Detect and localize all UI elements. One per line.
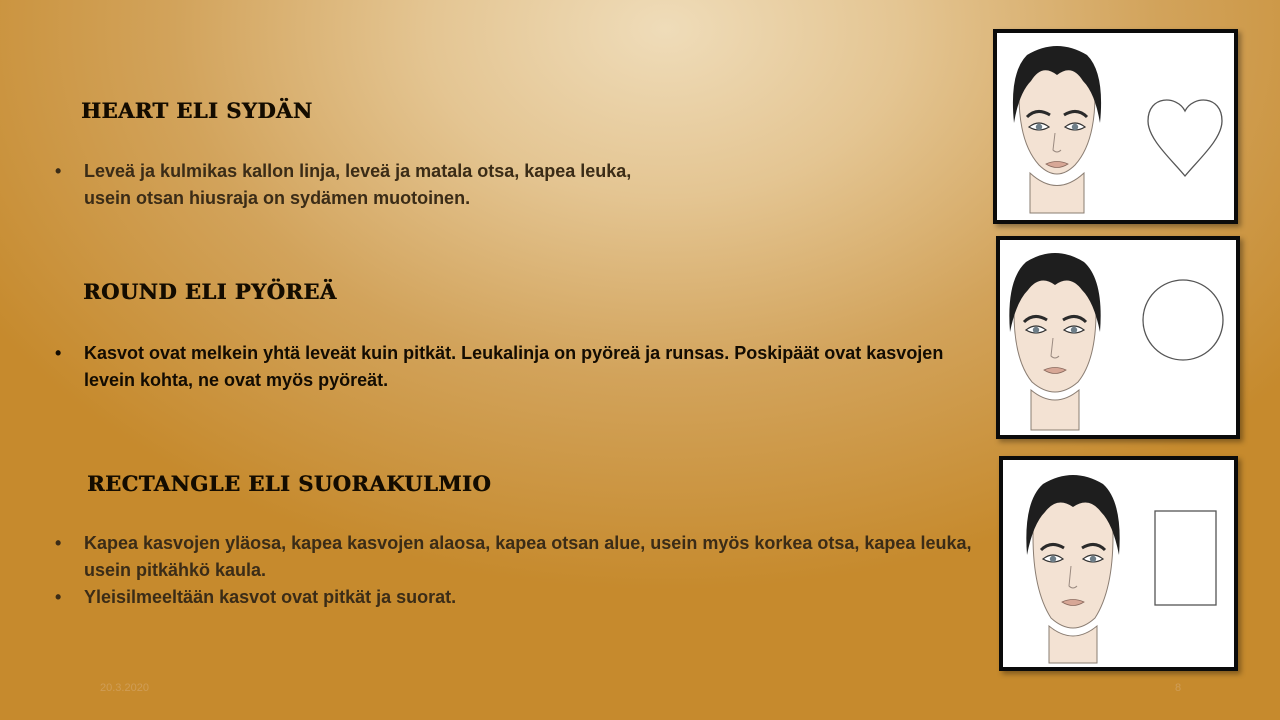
rectangle-bullet-list (55, 530, 1015, 611)
heading-rectangle: RECTANGLE ELI SUORAKULMIO (87, 471, 492, 496)
rectangle-face-card (999, 456, 1238, 671)
heart-icon (1148, 100, 1222, 176)
heart-face-card (993, 29, 1238, 224)
circle-icon (1143, 280, 1223, 360)
heading-round: ROUND ELI PYÖREÄ (83, 279, 337, 304)
heart-bullet-list (55, 158, 635, 212)
heading-heart: HEART ELI SYDÄN (81, 98, 313, 123)
bullet-item: • Kasvot ovat melkein yhtä leveät kuin pitkät. Leukalinja on pyöreä ja runsas. Poskipäät ovat kasvojen levein kohta, ne ovat myös pyöreät. (55, 340, 955, 394)
round-bullet-list (55, 340, 955, 394)
face-illustration (997, 33, 1234, 220)
bullet-item: • Kapea kasvojen yläosa, kapea kasvojen alaosa, kapea otsan alue, usein myös korkea otsa, kapea leuka, usein pitkähkö kaula. (55, 530, 1015, 584)
round-face-card (996, 236, 1240, 439)
slide-number: 8 (1175, 682, 1182, 694)
bullet-item: • Leveä ja kulmikas kallon linja, leveä ja matala otsa, kapea leuka, usein otsan hiusraja on sydämen muotoinen. (55, 158, 635, 212)
face-illustration (1003, 460, 1234, 667)
face-illustration (1000, 240, 1236, 435)
bullet-item: • Yleisilmeeltään kasvot ovat pitkät ja suorat. (55, 584, 1015, 611)
footer-date: 20.3.2020 (100, 682, 149, 694)
rectangle-icon (1155, 511, 1216, 605)
